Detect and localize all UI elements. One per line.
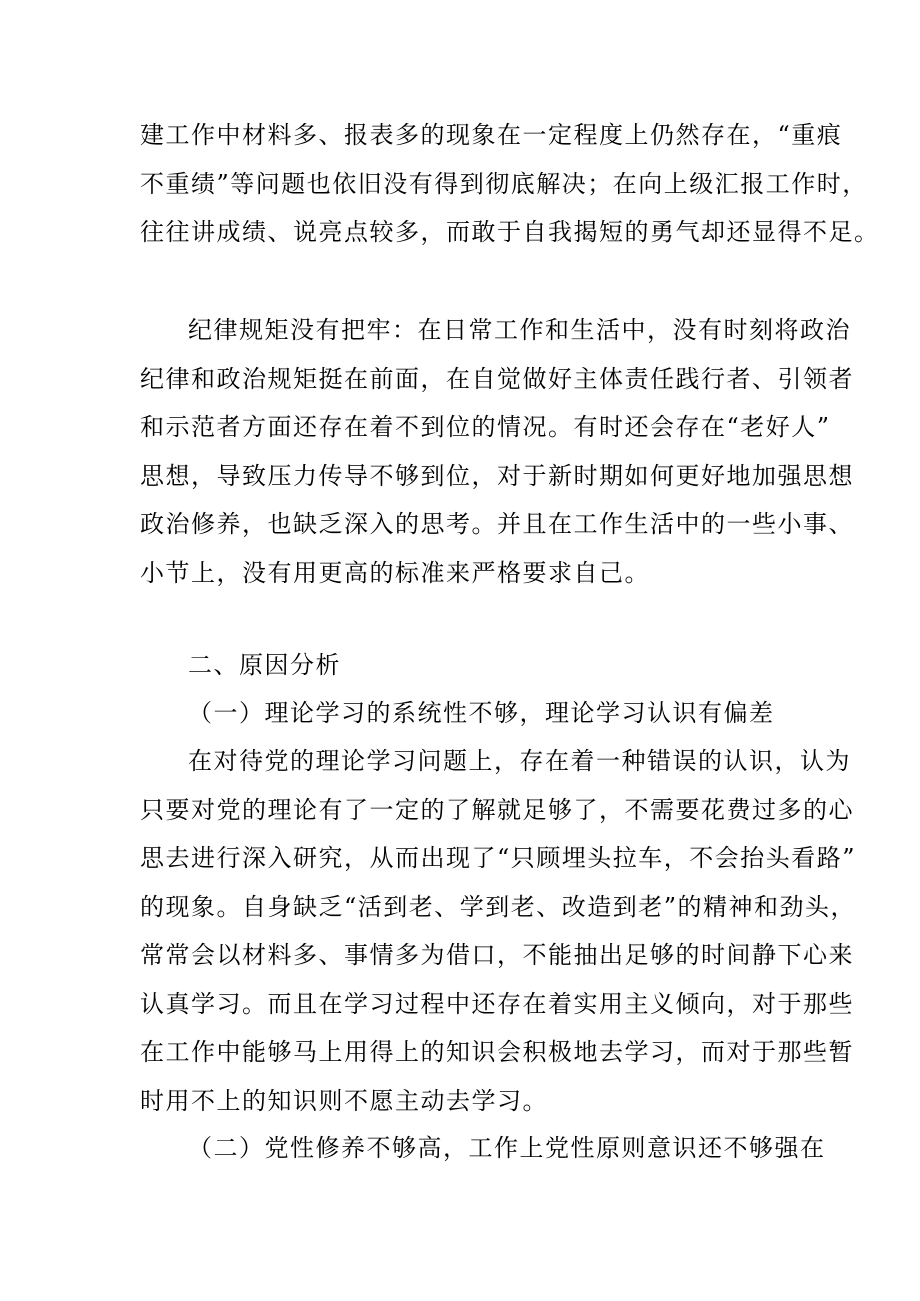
text-line: 纪律和政治规矩挺在前面，在自觉做好主体责任践行者、引领者 <box>140 364 854 393</box>
text-line: 思去进行深入研究，从而出现了“只顾埋头拉车，不会抬头看路” <box>140 844 857 872</box>
text-line: 思想，导致压力传导不够到位，对于新时期如何更好地加强思想 <box>140 461 854 490</box>
text-line: 只要对党的理论有了一定的了解就足够了，不需要花费过多的心 <box>140 795 854 824</box>
subsection-heading: （一）理论学习的系统性不够，理论学习认识有偏差 <box>188 699 775 727</box>
paragraph-discipline <box>140 306 854 597</box>
text-line: 纪律规矩没有把牢：在日常工作和生活中，没有时刻将政治 <box>188 316 851 344</box>
text-line: 在工作中能够马上用得上的知识会积极地去学习，而对于那些暂 <box>140 1038 854 1066</box>
paragraph-theory-study <box>140 737 857 1125</box>
text-line: 时用不上的知识则不愿主动去学习。 <box>140 1086 548 1115</box>
text-line: 在对待党的理论学习问题上，存在着一种错误的认识，认为 <box>188 747 851 775</box>
text-line: 的现象。自身缺乏“活到老、学到老、改造到老”的精神和劲头， <box>140 892 857 921</box>
text-line: 建工作中材料多、报表多的现象在一定程度上仍然存在，“重痕 <box>140 121 843 149</box>
text-line: 小节上，没有用更高的标准来严格要求自己。 <box>140 558 650 587</box>
paragraph-continuation <box>140 111 880 257</box>
text-line: 常常会以材料多、事情多为借口，不能抽出足够的时间静下心来 <box>140 941 854 969</box>
text-line: 认真学习。而且在学习过程中还存在着实用主义倾向，对于那些 <box>140 989 854 1018</box>
text-line: 往往讲成绩、说亮点较多，而敢于自我揭短的勇气却还显得不足。 <box>140 218 880 246</box>
section-heading: 二、原因分析 <box>188 651 341 679</box>
text-line: 政治修养，也缺乏深入的思考。并且在工作生活中的一些小事、 <box>140 510 854 538</box>
text-line: 和示范者方面还存在着不到位的情况。有时还会存在“老好人” <box>140 413 831 441</box>
subsection-heading: （二）党性修养不够高，工作上党性原则意识还不够强在 <box>188 1134 826 1162</box>
text-line: 不重绩”等问题也依旧没有得到彻底解决；在向上级汇报工作时， <box>140 169 868 198</box>
